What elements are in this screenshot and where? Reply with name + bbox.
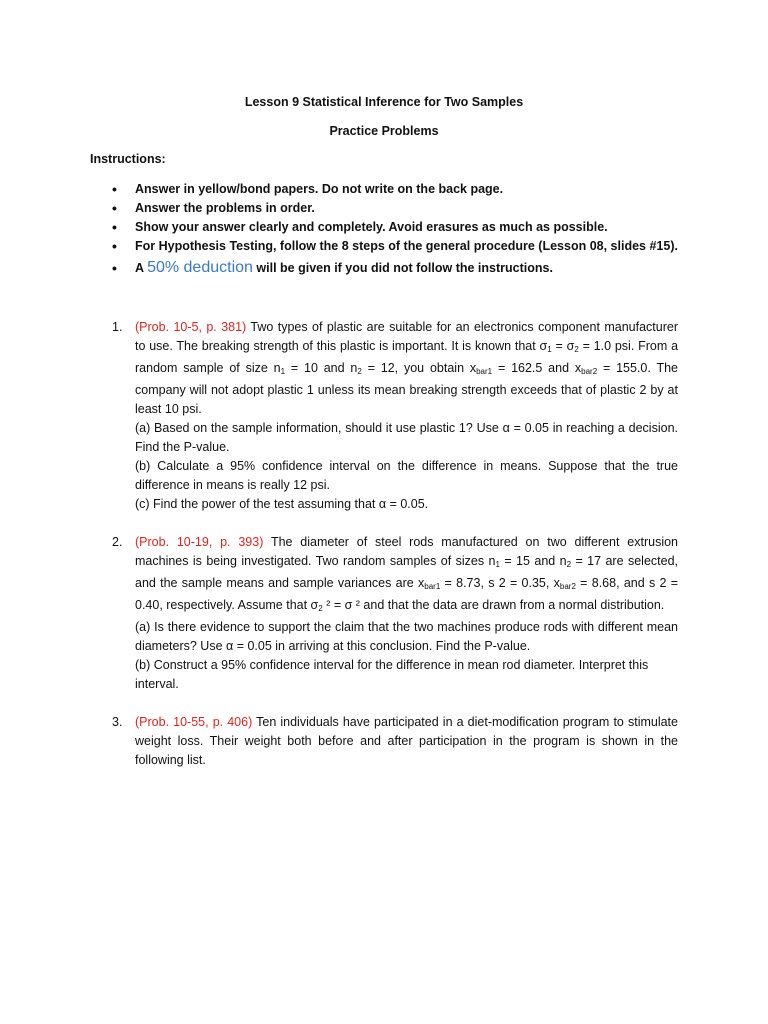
problem-part-a: (a) Based on the sample information, should it use plastic 1? Use α = 0.05 in reaching a decision. Find the P-value. bbox=[135, 421, 678, 454]
subscript: 1 bbox=[547, 345, 552, 354]
problem-text: = 155.0. The company will not adopt plastic 1 unless its mean breaking strength exceeds that of plastic 2 by at least 10 psi. bbox=[135, 361, 678, 416]
instruction-item: • Answer in yellow/bond papers. Do not write on the back page. bbox=[112, 180, 732, 199]
problem-number: 2. bbox=[112, 535, 123, 549]
problem-text: = σ bbox=[551, 339, 575, 353]
instructions-list bbox=[112, 180, 732, 280]
problem-text: = 15 and n bbox=[499, 554, 567, 568]
problem-text: = 17 are selected, and the sample means and sample variances are x bbox=[135, 554, 678, 590]
deduction-highlight: 50% deduction bbox=[147, 259, 253, 276]
problem-item-3 bbox=[112, 713, 678, 770]
subscript: bar2 bbox=[559, 582, 576, 591]
problem-text: = 162.5 and x bbox=[492, 361, 582, 375]
problem-part-c: (c) Find the power of the test assuming that α = 0.05. bbox=[135, 497, 429, 511]
subscript: bar2 bbox=[581, 367, 598, 376]
problem-item-2 bbox=[112, 533, 678, 694]
subscript: bar1 bbox=[476, 367, 493, 376]
subscript: 2 bbox=[566, 560, 572, 569]
problem-text: The diameter of steel rods manufactured on two different extrusion machines is being investigated. Two random samples of sizes n bbox=[135, 535, 678, 568]
document-subtitle: Practice Problems bbox=[329, 124, 439, 138]
instruction-item: • Answer the problems in order. bbox=[112, 199, 732, 218]
problem-list bbox=[112, 318, 678, 789]
document-title: Lesson 9 Statistical Inference for Two Samples bbox=[244, 95, 524, 109]
instruction-item-deduction bbox=[112, 256, 732, 280]
problem-text: ² = σ ² and that the data are drawn from a normal distribution. bbox=[322, 598, 665, 612]
subscript: 2 bbox=[318, 604, 323, 613]
instruction-item: • Show your answer clearly and completely. Avoid erasures as much as possible. bbox=[112, 218, 732, 237]
problem-part-b: (b) Construct a 95% confidence interval for the difference in mean rod diameter. Interpret this interval. bbox=[135, 658, 649, 691]
deduction-suffix: will be given if you did not follow the instructions. bbox=[256, 261, 553, 275]
problem-item-1 bbox=[112, 318, 678, 514]
problem-text: = 8.73, s 2 = 0.35, x bbox=[440, 576, 560, 590]
problem-part-a: (a) Is there evidence to support the claim that the two machines produce rods with different mean diameters? Use α = 0.05 in arriving at this conclusion. Find the P-value. bbox=[135, 620, 678, 653]
problem-text: Ten individuals have participated in a diet-modification program to stimulate weight loss. Their weight both before and after participation in the program is shown in the following list. bbox=[135, 715, 678, 767]
instructions-label: Instructions: bbox=[90, 152, 166, 166]
problem-number: 3. bbox=[112, 715, 123, 729]
problem-text: = 10 and n bbox=[285, 361, 358, 375]
problem-number: 1. bbox=[112, 320, 123, 334]
problem-reference: (Prob. 10-55, p. 406) bbox=[135, 715, 253, 729]
problem-text: Two types of plastic are suitable for an electronics component manufacturer to use. The breaking strength of this plastic is important. It is known that σ bbox=[135, 320, 678, 353]
problem-text: = 1.0 psi. From a random sample of size n bbox=[135, 339, 679, 375]
subscript: 2 bbox=[357, 367, 362, 376]
problem-reference: (Prob. 10-19, p. 393) bbox=[135, 535, 264, 549]
subscript: 2 bbox=[574, 345, 579, 354]
problem-reference: (Prob. 10-5, p. 381) bbox=[135, 320, 247, 334]
problem-part-b: (b) Calculate a 95% confidence interval on the difference in means. Suppose that the true difference in means is really 12 psi. bbox=[135, 459, 678, 492]
problem-text: = 8.68, and s 2 = 0.40, respectively. Assume that σ bbox=[135, 576, 679, 612]
problem-statement bbox=[135, 713, 678, 770]
instruction-item: • For Hypothesis Testing, follow the 8 steps of the general procedure (Lesson 08, slides #15). bbox=[112, 237, 732, 256]
problem-statement bbox=[135, 318, 678, 419]
subscript: 1 bbox=[495, 560, 500, 569]
subscript: bar1 bbox=[424, 582, 441, 591]
deduction-prefix: A bbox=[135, 261, 144, 275]
problem-text: = 12, you obtain x bbox=[361, 361, 477, 375]
problem-statement bbox=[135, 533, 678, 618]
subscript: 1 bbox=[280, 367, 286, 376]
